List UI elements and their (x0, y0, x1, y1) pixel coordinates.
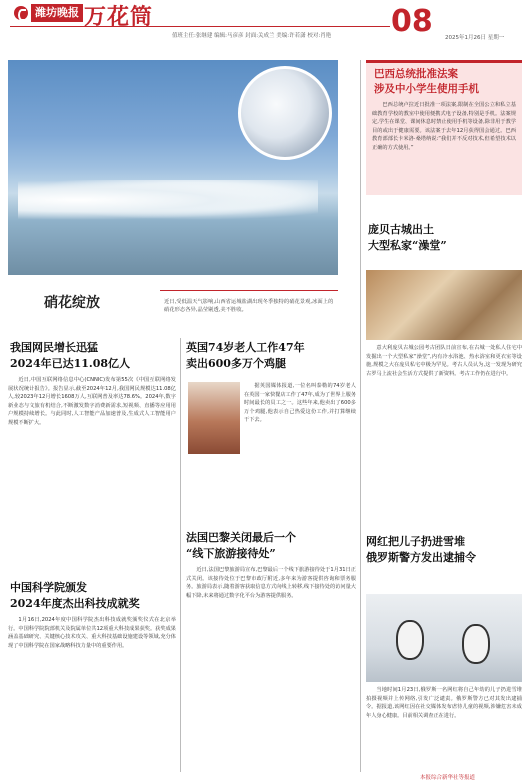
snow-photo (366, 594, 522, 682)
column-divider (180, 338, 181, 772)
source-note: 本报综合新华社等报道 (420, 775, 476, 781)
issue-date: 2025年1月26日 星期一 (445, 35, 505, 41)
article-title: 庞贝古城出土 大型私家“澡堂” (368, 223, 447, 252)
inset-crystal-photo (238, 66, 332, 160)
photo-headline: 硝花绽放 (44, 295, 100, 311)
ice-crystals (18, 180, 318, 220)
article-title: 我国网民增长迅猛 2024年已达11.08亿人 (10, 341, 131, 370)
header-rule (10, 26, 390, 27)
article-body: 1月16日,2024年度中国科学院杰出科技成就奖颁奖仪式在北京举行。中国科学院院部机关及院属单位共12项重大科技成果获奖。获奖成果涵盖基础研究、关键核心技术攻关、重大科技基础设施建设等领域,充分体现了中国科学院在国家战略科技力量中的重要作用。 (8, 617, 176, 649)
article-body: 近日,法国巴黎旅游局宣布,巴黎最后一个线下旅游接待处于1月31日正式关闭。该接待处位于巴黎市政厅附近,多年来为游客提供咨询和票务服务。旅游局表示,随着游客获取信息方式向线上转移,线下接待处的访问量大幅下降,未来将通过数字化平台为游客提供服务。 (186, 567, 356, 599)
article-title: 法国巴黎关闭最后一个 “线下旅游接待处” (186, 531, 296, 560)
chef-photo (188, 382, 240, 454)
article-title: 英国74岁老人工作47年 卖出600多万个鸡腿 (186, 341, 305, 370)
article-body: 巴西总统卢拉近日批准一项法案,限制在全国公立和私立基础教育学校的教室中使用便携式电子设备,特别是手机。法案规定,学生在课堂、课间休息时禁止使用手机等设备,除非用于教学目的或出于健康需要。该法案于去年12月获得国会通过。巴西教育部部长卡米洛·桑塔纳说:“我们并不反对技术,但希望技术以正确的方式使用。” (372, 102, 516, 151)
section-title: 万花筒 (84, 4, 154, 30)
column-divider (360, 60, 361, 772)
article-body: 据英国媒体报道,一位名叫泰勒的74岁老人在英国一家快餐店工作了47年,成为了世界上服务时间最长的员工之一。这些年来,他卖出了600多万个鸡腿,他表示自己热爱这份工作,并打算继续干下去。 (244, 383, 356, 424)
article-body: 意大利庞贝古城公园考古团队日前宣布,在古城一处私人住宅中发掘出一个大型私家“澡堂”,内有冷水浴池、热水浴室和更衣室等设施,规模之大在庞贝私宅中极为罕见。考古人员认为,这一发现为研究古罗马上流社会生活方式提供了新资料。考古工作仍在进行中。 (366, 345, 522, 377)
article-title: 网红把儿子扔进雪堆 俄罗斯警方发出逮捕令 (366, 535, 476, 564)
article-body: 当地时间1月23日,俄罗斯一名网红将自己年幼的儿子扔进雪堆拍摄视频并上传网络,引发广泛谴责。俄罗斯警方已对其发出逮捕令。据报道,该网红因在社交媒体发布虐待儿童的视频,涉嫌危害未成年人身心健康。目前相关调查正在进行。 (366, 687, 522, 719)
newspaper-logo-icon (14, 6, 28, 20)
masthead (0, 0, 530, 46)
photo-caption: 近日,受低温天气影响,山西省运城盐湖出现冬季独特的硝花景观,冰面上的硝花形态各异,晶莹剔透,美不胜收。 (164, 299, 334, 313)
caption-rule (160, 290, 338, 291)
paper-name: 潍坊晚报 (31, 4, 83, 22)
article-body: 近日,中国互联网络信息中心(CNNIC)发布第55次《中国互联网络发展状况统计报告》。报告显示,截至2024年12月,我国网民规模达11.08亿人,较2023年12月增长1608万人,互联网普及率达78.6%。2024年,数字新业态与文旅有机结合,不断激发数字消费新需求,短视频、直播等应用用户规模持续增长。与此同时,人工智能产品加速普及,生成式人工智能用户规模不断扩大。 (8, 377, 176, 426)
article-title: 中国科学院颁发 2024年度杰出科技成就奖 (10, 581, 140, 610)
page-number: 08 (391, 4, 433, 39)
editors-line: 值班主任:张继建 编辑:马彦彦 封面:关成兰 美编:许若潇 校对:肖艳 (172, 33, 332, 39)
bathhouse-photo (366, 270, 522, 340)
person-figure (462, 624, 490, 664)
article-brazil (366, 60, 522, 195)
person-figure (396, 620, 424, 660)
article-title: 巴西总统批准法案 涉及中小学生使用手机 (374, 68, 479, 95)
